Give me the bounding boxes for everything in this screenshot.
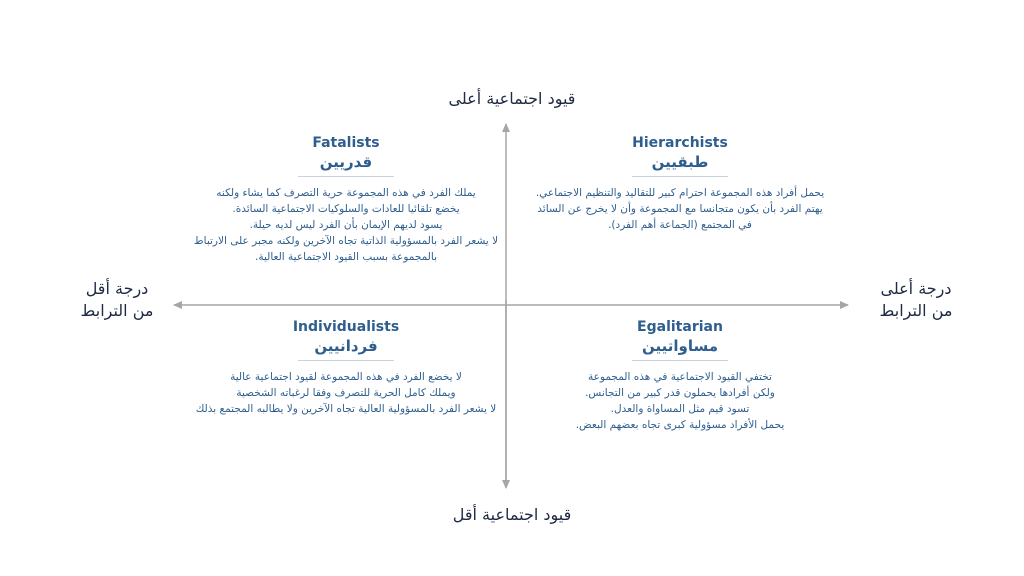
- axis-top-label: قيود اجتماعية أعلى: [448, 89, 576, 108]
- quadrant-fatalists: [186, 134, 506, 265]
- axis-left-line-1: درجة أقل: [85, 279, 149, 298]
- quadrant-description: [510, 185, 850, 233]
- description-line: لا يشعر الفرد بالمسؤولية الذاتية تجاه الآخرين ولكنه مجبر على الارتباط: [193, 235, 499, 247]
- description-line: يحمل الأفراد مسؤولية كبرى تجاه بعضهم البعض.: [575, 419, 785, 431]
- description-line: بالمجموعة بسبب القيود الاجتماعية العالية.: [255, 251, 437, 263]
- quadrant-divider: [298, 176, 394, 177]
- quadrant-title-ar: فردانيين: [314, 337, 378, 355]
- axis-bottom-label: قيود اجتماعية أقل: [452, 505, 572, 524]
- description-line: يخضع تلقائيا للعادات والسلوكيات الاجتماعية السائدة.: [232, 203, 460, 215]
- description-line: يهتم الفرد بأن يكون متجانسا مع المجموعة وأن لا يخرج عن السائد: [537, 203, 823, 215]
- quadrant-title-ar: مساواتيين: [641, 337, 719, 355]
- quadrant-description: [510, 369, 850, 433]
- description-line: ويملك كامل الحرية للتصرف وفقا لرغباته الشخصية: [236, 387, 456, 399]
- quadrant-individualists: [186, 318, 506, 417]
- quadrant-description: [186, 185, 506, 265]
- description-line: يملك الفرد في هذه المجموعة حرية التصرف كما يشاء ولكنه: [216, 187, 476, 199]
- quadrant-description: [186, 369, 506, 417]
- quadrant-title-ar: طبقيين: [651, 153, 709, 171]
- description-line: تسود قيم مثل المساواة والعدل.: [610, 403, 750, 415]
- quadrant-divider: [298, 360, 394, 361]
- description-line: لا يخضع الفرد في هذه المجموعة لقيود اجتماعية عالية: [230, 371, 462, 383]
- quadrant-divider: [632, 176, 728, 177]
- axis-left-label: [62, 278, 172, 322]
- quadrant-hierarchists: [510, 134, 850, 233]
- description-line: في المجتمع (الجماعة أهم الفرد).: [608, 219, 752, 231]
- description-line: يسود لديهم الإيمان بأن الفرد ليس لديه حيلة.: [249, 219, 443, 231]
- quadrant-divider: [632, 360, 728, 361]
- quadrant-title-ar: قدريين: [319, 153, 373, 171]
- description-line: تختفي القيود الاجتماعية في هذه المجموعة: [588, 371, 772, 383]
- quadrant-title-en: Individualists: [292, 319, 400, 335]
- description-line: ولكن أفرادها يحملون قدر كبير من التجانس.: [585, 387, 775, 399]
- description-line: لا يشعر الفرد بالمسؤولية العالية تجاه الآخرين ولا يطالبه المجتمع بذلك: [195, 403, 497, 415]
- description-line: يحمل أفراد هذه المجموعة احترام كبير للتقاليد والتنظيم الاجتماعي.: [535, 187, 825, 199]
- axis-right-line-2: من الترابط: [879, 301, 953, 320]
- axis-right-label: [856, 278, 976, 322]
- axis-left-line-2: من الترابط: [80, 301, 154, 320]
- quadrant-title-en: Fatalists: [312, 135, 380, 151]
- axis-right-line-1: درجة أعلى: [880, 279, 952, 298]
- quadrant-title-en: Hierarchists: [632, 135, 728, 151]
- quadrant-title-en: Egalitarian: [637, 319, 723, 335]
- quadrant-egalitarian: [510, 318, 850, 433]
